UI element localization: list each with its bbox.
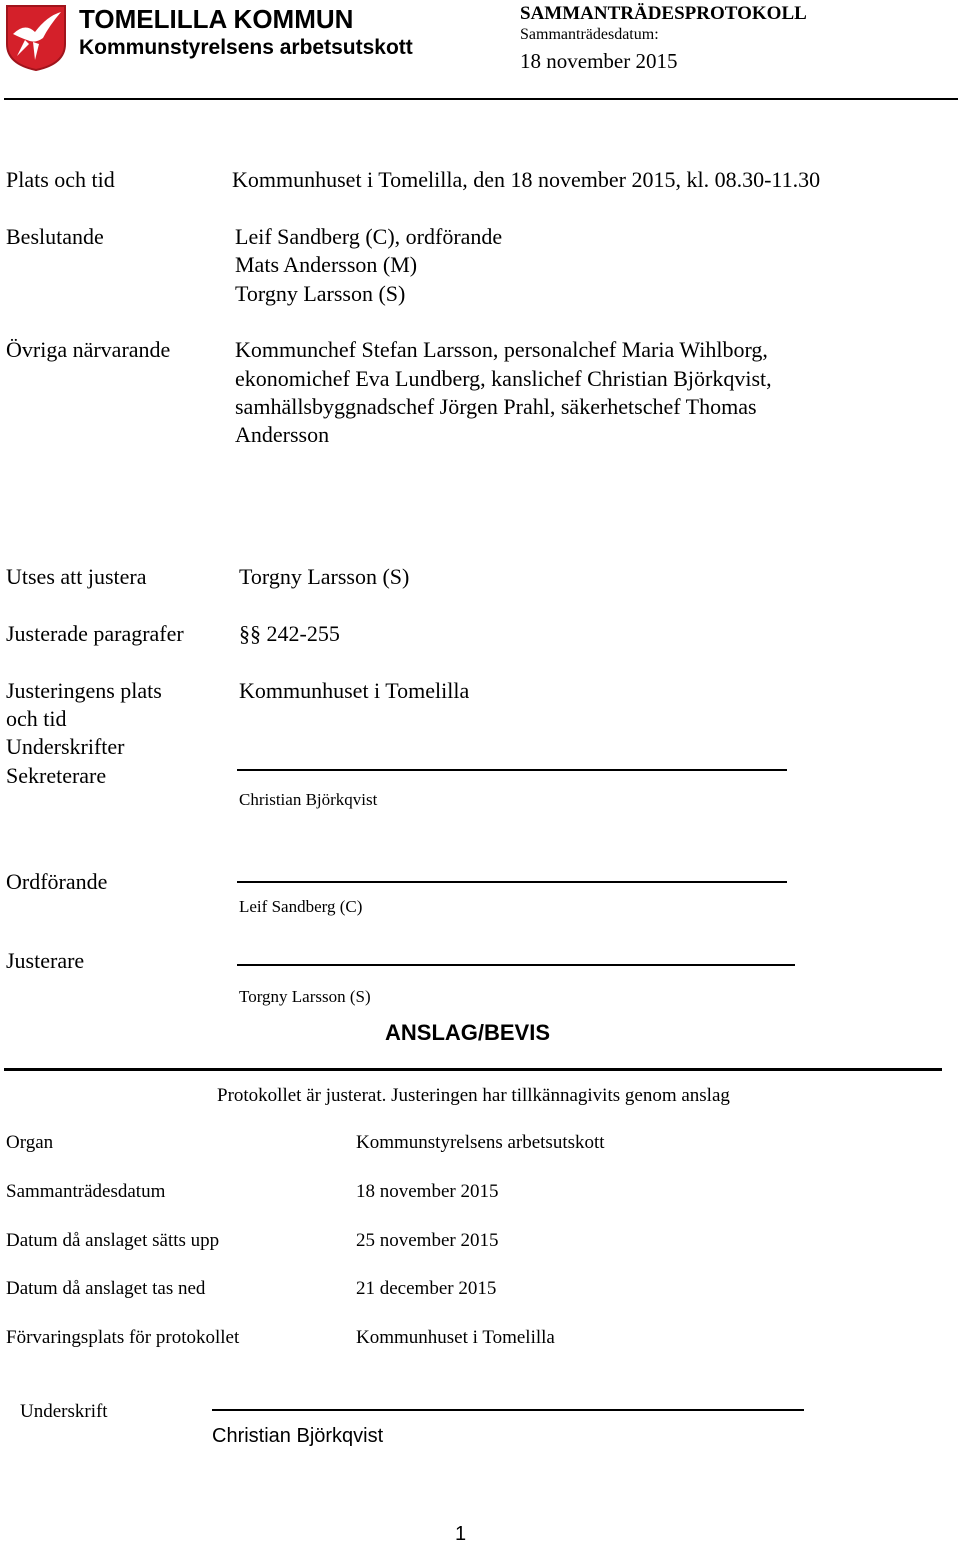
notice-signature-label: Underskrift — [20, 1401, 108, 1422]
meeting-date-value: 18 november 2015 — [520, 49, 678, 73]
deciding-member-3: Torgny Larsson (S) — [235, 281, 406, 306]
notice-row-value-posted: 25 november 2015 — [356, 1230, 499, 1251]
notice-row-label-storage: Förvaringsplats för protokollet — [6, 1327, 240, 1348]
deciding-member-2: Mats Andersson (M) — [235, 252, 418, 277]
place-time-label: Plats och tid — [6, 167, 115, 192]
notice-signature-line — [212, 1409, 804, 1411]
municipality-logo — [5, 4, 67, 72]
seagull-icon — [5, 4, 67, 72]
others-present-line-3: samhällsbyggnadschef Jörgen Prahl, säkerhetschef Thomas — [235, 394, 757, 419]
deciding-label: Beslutande — [6, 224, 104, 249]
chair-signature-line — [237, 881, 787, 883]
others-present-label: Övriga närvarande — [6, 337, 171, 362]
notice-row-value-storage: Kommunhuset i Tomelilla — [356, 1327, 555, 1348]
secretary-label: Sekreterare — [6, 763, 107, 788]
chair-name: Leif Sandberg (C) — [239, 897, 363, 916]
secretary-name: Christian Björkqvist — [239, 790, 378, 809]
adjuster-name: Torgny Larsson (S) — [239, 987, 371, 1006]
others-present-line-1: Kommunchef Stefan Larsson, personalchef Maria Wihlborg, — [235, 337, 768, 362]
notice-row-label-removed: Datum då anslaget tas ned — [6, 1278, 206, 1299]
notice-statement: Protokollet är justerat. Justeringen har tillkännagivits genom anslag — [217, 1085, 730, 1106]
meeting-date-label: Sammanträdesdatum: — [520, 26, 659, 43]
page-number: 1 — [455, 1523, 467, 1545]
notice-divider — [4, 1068, 942, 1071]
deciding-member-1: Leif Sandberg (C), ordförande — [235, 224, 503, 249]
notice-row-value-organ: Kommunstyrelsens arbetsutskott — [356, 1132, 605, 1153]
notice-row-label-organ: Organ — [6, 1132, 54, 1153]
municipality-name: TOMELILLA KOMMUN — [79, 4, 354, 34]
chair-label: Ordförande — [6, 869, 108, 894]
notice-signature-name: Christian Björkqvist — [212, 1425, 384, 1447]
signatures-label: Underskrifter — [6, 734, 125, 759]
committee-name: Kommunstyrelsens arbetsutskott — [79, 36, 413, 59]
place-time-value: Kommunhuset i Tomelilla, den 18 november 2015, kl. 08.30-11.30 — [232, 167, 821, 192]
adjusted-paragraphs-label: Justerade paragrafer — [6, 621, 184, 646]
notice-row-label-posted: Datum då anslaget sätts upp — [6, 1230, 220, 1251]
header-divider — [4, 98, 958, 100]
notice-row-label-meeting-date: Sammanträdesdatum — [6, 1181, 166, 1202]
adjustment-place-value: Kommunhuset i Tomelilla — [239, 678, 470, 703]
document-type: SAMMANTRÄDESPROTOKOLL — [520, 3, 807, 24]
notice-title: ANSLAG/BEVIS — [385, 1020, 551, 1045]
adjustment-place-label-2: och tid — [6, 706, 67, 731]
adjusted-paragraphs-value: §§ 242-255 — [239, 621, 340, 646]
secretary-signature-line — [237, 769, 787, 771]
others-present-line-4: Andersson — [235, 422, 330, 447]
notice-row-value-removed: 21 december 2015 — [356, 1278, 497, 1299]
appointed-adjuster-value: Torgny Larsson (S) — [239, 564, 410, 589]
appointed-adjuster-label: Utses att justera — [6, 564, 147, 589]
notice-row-value-meeting-date: 18 november 2015 — [356, 1181, 499, 1202]
others-present-line-2: ekonomichef Eva Lundberg, kanslichef Christian Björkqvist, — [235, 366, 772, 391]
adjustment-place-label-1: Justeringens plats — [6, 678, 162, 703]
adjuster-signature-line — [237, 964, 795, 966]
adjuster-label: Justerare — [6, 948, 85, 973]
